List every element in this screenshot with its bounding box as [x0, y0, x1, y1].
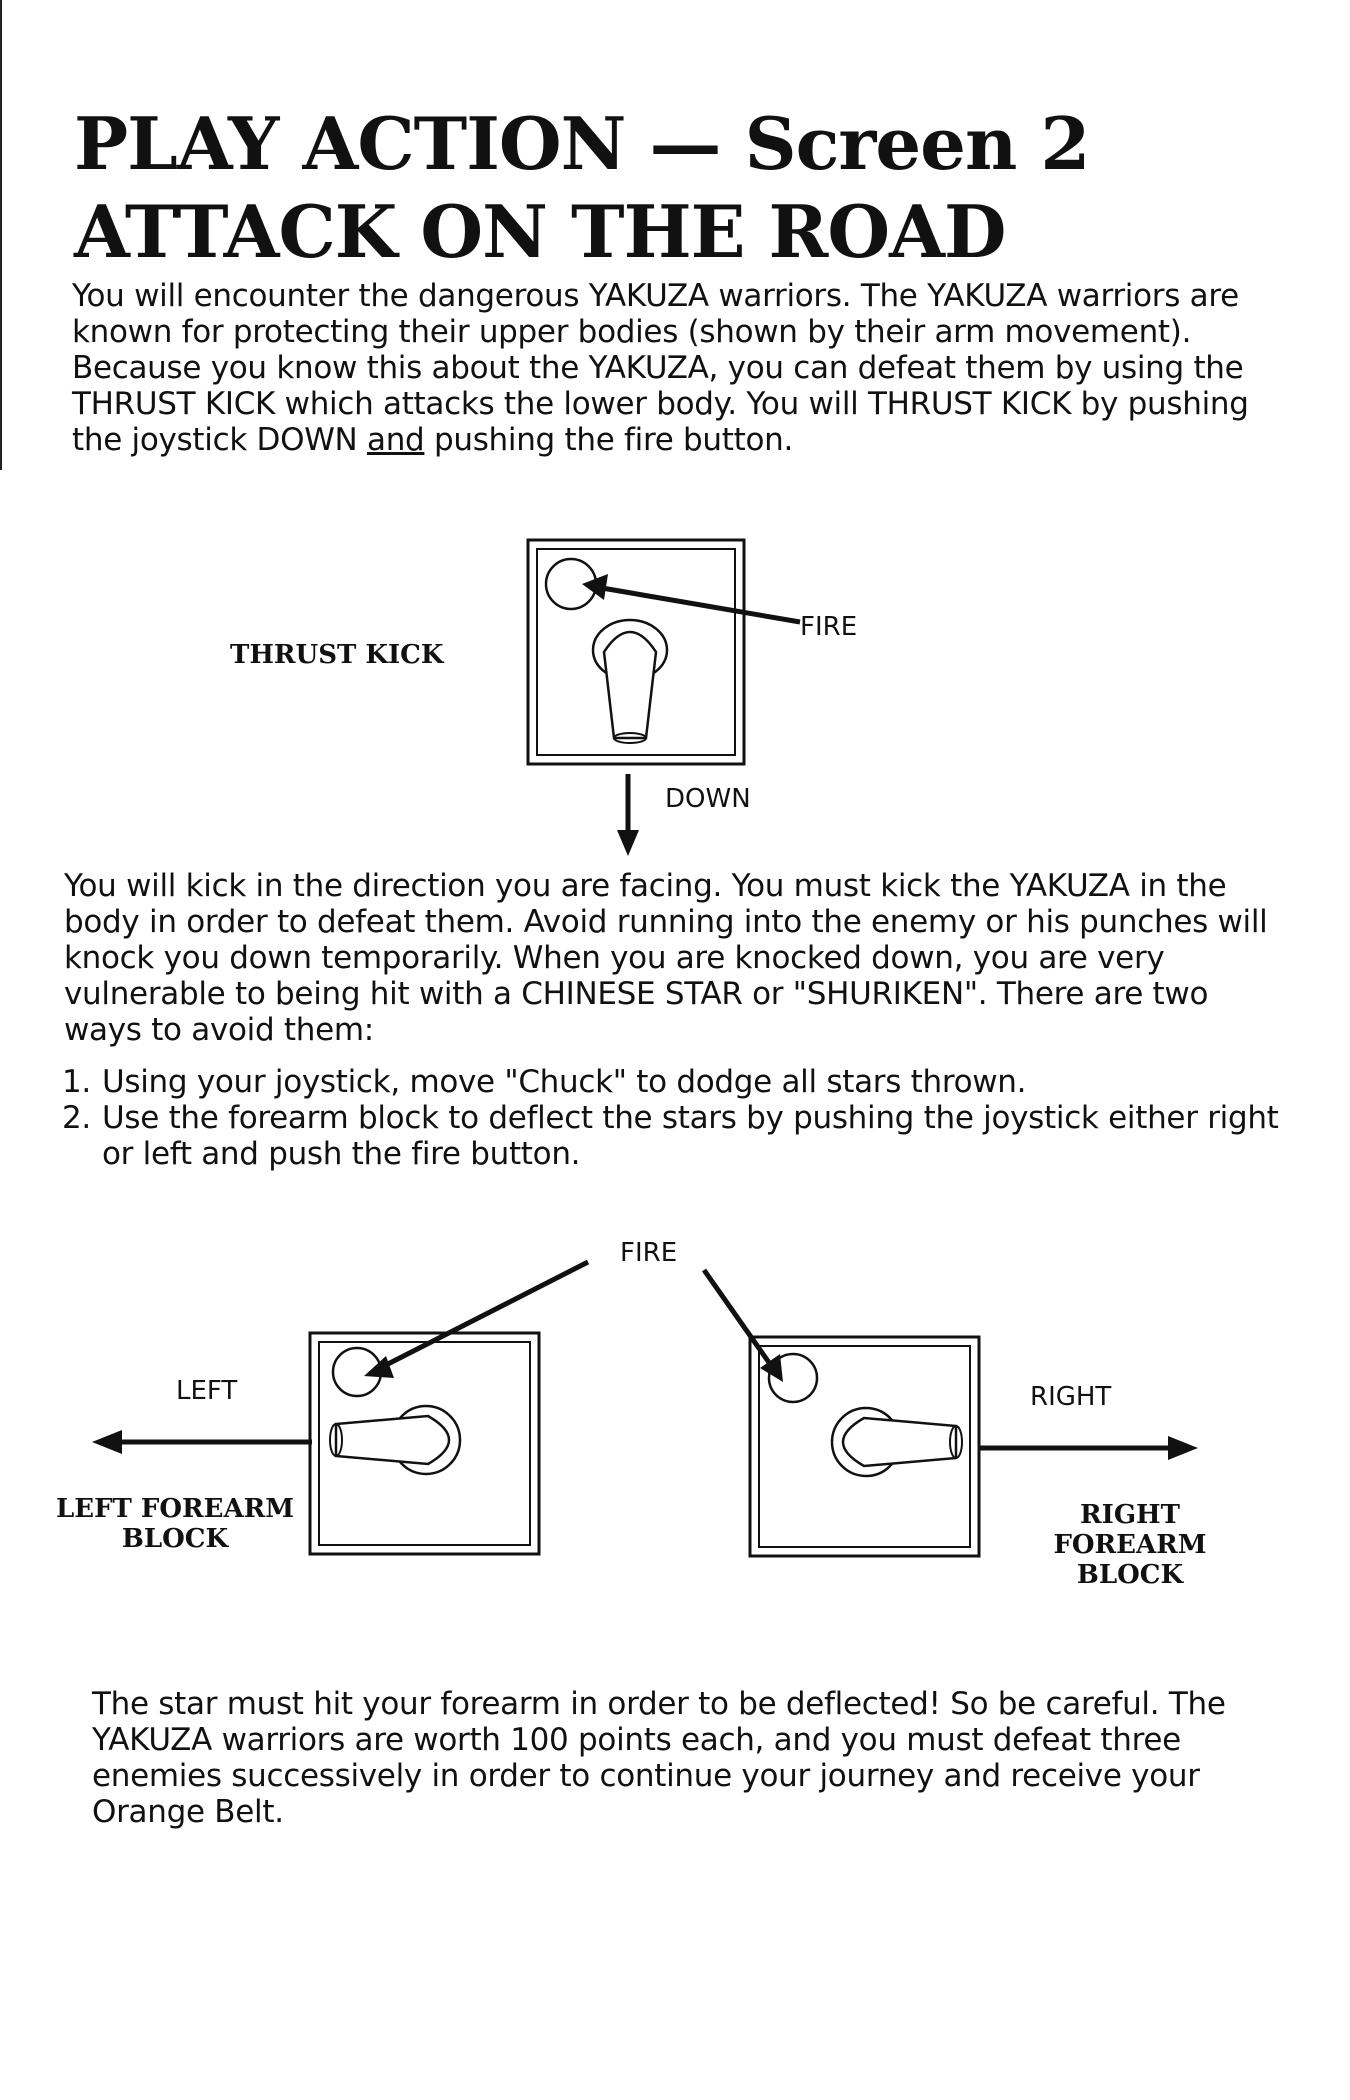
underlined-and: and	[367, 422, 425, 458]
left-fire-arrow-head	[364, 1356, 394, 1378]
down-label: DOWN	[665, 784, 751, 814]
left-joystick-stick-icon	[336, 1416, 449, 1464]
right-fire-arrow-shaft	[704, 1270, 770, 1364]
left-direction-arrow-head	[92, 1430, 122, 1454]
title-line-2: ATTACK ON THE ROAD	[74, 189, 1006, 274]
right-label: RIGHT	[1030, 1382, 1112, 1412]
fire-label: FIRE	[800, 612, 858, 642]
thrust-kick-label: THRUST KICK	[230, 640, 444, 670]
intro-paragraph: You will encounter the dangerous YAKUZA warriors. The YAKUZA warriors are known for protecting their upper bodies (shown by their arm movement). Because you know this about the YAKUZA, you can defeat them by using the THRUST KICK which attacks the lower body. You will THRUST KICK by pushing the joystick DOWN and pushing the fire button.	[72, 278, 1249, 458]
fire-label: FIRE	[620, 1238, 678, 1268]
list-item: 1. Using your joystick, move "Chuck" to dodge all stars thrown.	[62, 1064, 1027, 1100]
left-fire-arrow-shaft	[384, 1262, 588, 1366]
right-joystick-stick-icon	[843, 1418, 956, 1466]
left-forearm-block-label: LEFT FOREARM BLOCK	[55, 1494, 295, 1554]
right-forearm-block-label: RIGHT FOREARM BLOCK	[1053, 1500, 1207, 1590]
list-item: 2. Use the forearm block to deflect the stars by pushing the joystick either right or left and push the fire button.	[62, 1100, 1279, 1172]
kick-paragraph: You will kick in the direction you are facing. You must kick the YAKUZA in the body in order to defeat them. Avoid running into the enemy or his punches will knock you down temporarily. When you are knocked down, you are very vulnerable to being hit with a CHINESE STAR or "SHURIKEN". There are two ways to avoid them:	[64, 868, 1268, 1048]
closing-paragraph: The star must hit your forearm in order to be deflected! So be careful. The YAKUZA warriors are worth 100 points each, and you must defeat three enemies successively in order to continue your journey and receive your Orange Belt.	[92, 1686, 1226, 1830]
right-direction-arrow-head	[1168, 1436, 1198, 1460]
title-line-1: PLAY ACTION — Screen 2	[74, 101, 1090, 186]
left-label: LEFT	[176, 1376, 238, 1406]
